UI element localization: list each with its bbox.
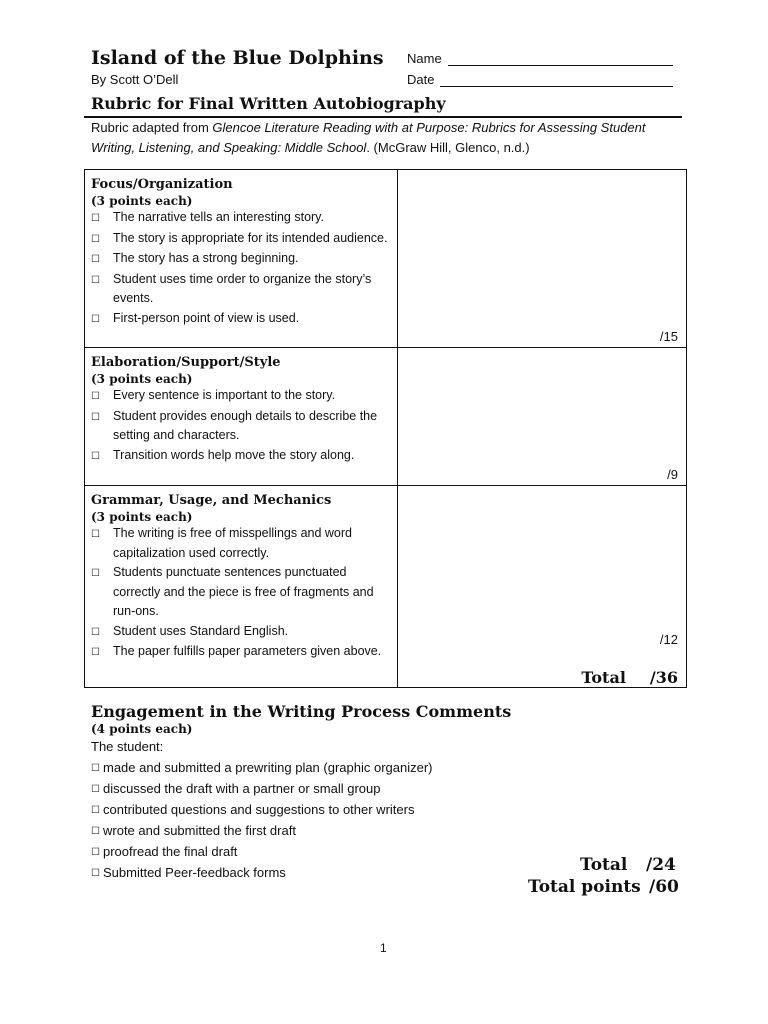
- criterion-item: ☐ Students punctuate sentences punctuated correctly and the piece is free of fragments and run-ons.: [91, 563, 391, 622]
- checkbox-icon[interactable]: ☐: [91, 450, 100, 462]
- checkbox-icon[interactable]: ☐: [91, 313, 100, 325]
- rubric-table: [84, 169, 687, 688]
- criterion-item: ☐ Student provides enough details to describe the setting and characters.: [91, 407, 391, 446]
- checkbox-icon[interactable]: ☐: [91, 868, 100, 879]
- subtotal: [581, 668, 678, 687]
- date-field[interactable]: [407, 72, 673, 87]
- criterion-item: ☐ The narrative tells an interesting story.: [91, 208, 391, 229]
- criteria-cell: [85, 486, 398, 688]
- score-cell[interactable]: [398, 486, 687, 688]
- engagement-item: ☐ contributed questions and suggestions to other writers: [91, 800, 433, 821]
- checkbox-icon[interactable]: ☐: [91, 763, 100, 774]
- engagement-title: Engagement in the Writing Process Comments: [91, 702, 512, 721]
- score-cell[interactable]: [398, 348, 687, 486]
- criterion-item: ☐ The story has a strong beginning.: [91, 249, 391, 270]
- checkbox-icon[interactable]: ☐: [91, 254, 100, 265]
- section-points: (3 points each): [91, 372, 193, 386]
- engagement-item: ☐ proofread the final draft: [91, 842, 433, 863]
- criterion-item: ☐ The writing is free of misspellings and word capitalization used correctly.: [91, 524, 391, 563]
- checkbox-icon[interactable]: ☐: [91, 274, 100, 286]
- engagement-total-label: Total: [580, 855, 628, 875]
- checkbox-icon[interactable]: ☐: [91, 647, 100, 658]
- rubric-heading: Rubric for Final Written Autobiography: [91, 94, 446, 113]
- checkbox-icon[interactable]: ☐: [91, 213, 100, 224]
- checkbox-icon[interactable]: ☐: [91, 784, 100, 795]
- criterion-item: ☐ First-person point of view is used.: [91, 309, 391, 330]
- citation-source-title: Glencoe Literature Reading with at Purpose: Rubrics for Assessing Student Writing, Listening, and Speaking: Middle School: [91, 120, 646, 155]
- criterion-item: ☐ Transition words help move the story along.: [91, 446, 391, 467]
- date-blank-line[interactable]: [440, 73, 673, 87]
- engagement-item: ☐ Submitted Peer-feedback forms: [91, 863, 433, 884]
- checkbox-icon[interactable]: ☐: [91, 847, 100, 858]
- engagement-total-value: /24: [646, 855, 676, 875]
- section-points: (3 points each): [91, 194, 193, 208]
- engagement-points: (4 points each): [91, 722, 193, 736]
- page-number: 1: [380, 941, 387, 955]
- grand-total-value: /60: [649, 877, 679, 897]
- citation-prefix: Rubric adapted from: [91, 120, 213, 135]
- section-points: (3 points each): [91, 510, 193, 524]
- criterion-item: ☐ The story is appropriate for its intended audience.: [91, 229, 391, 250]
- engagement-item: ☐ discussed the draft with a partner or small group: [91, 779, 433, 800]
- section-title: Grammar, Usage, and Mechanics: [91, 493, 332, 508]
- citation: [91, 118, 681, 157]
- subtotal-label: Total: [581, 668, 626, 687]
- rubric-row-elaboration-support-style: [85, 348, 687, 486]
- rubric-row-grammar-usage-mechanics: [85, 486, 687, 688]
- score-value: /15: [659, 329, 678, 344]
- criterion-item: ☐ Student uses time order to organize the story’s events.: [91, 270, 391, 309]
- subtotal-value: /36: [649, 668, 678, 687]
- criterion-item: ☐ Student uses Standard English.: [91, 622, 391, 643]
- criterion-item: ☐ Every sentence is important to the story.: [91, 386, 391, 407]
- engagement-item: ☐ wrote and submitted the first draft: [91, 821, 433, 842]
- engagement-intro: The student:: [91, 739, 164, 754]
- checkbox-icon[interactable]: ☐: [91, 805, 100, 816]
- engagement-list: [91, 758, 433, 884]
- criteria-cell: [85, 348, 398, 486]
- checkbox-icon[interactable]: ☐: [91, 568, 100, 579]
- rubric-row-focus-organization: [85, 170, 687, 348]
- checkbox-icon[interactable]: ☐: [91, 626, 100, 638]
- engagement-item: ☐ made and submitted a prewriting plan (graphic organizer): [91, 758, 433, 779]
- grand-total-label: Total points: [528, 877, 641, 897]
- score-value: /12: [659, 632, 678, 647]
- checkbox-icon[interactable]: ☐: [91, 233, 100, 245]
- date-label: Date: [407, 72, 435, 87]
- checkbox-icon[interactable]: ☐: [91, 411, 100, 423]
- criteria-cell: [85, 170, 398, 348]
- name-field[interactable]: [407, 51, 673, 66]
- checkbox-icon[interactable]: ☐: [91, 826, 100, 837]
- checkbox-icon[interactable]: ☐: [91, 529, 100, 540]
- name-blank-line[interactable]: [448, 52, 673, 66]
- name-label: Name: [407, 51, 442, 66]
- score-cell[interactable]: [398, 170, 687, 348]
- score-value: /9: [667, 467, 678, 482]
- document-title: Island of the Blue Dolphins: [91, 47, 384, 69]
- section-title: Elaboration/Support/Style: [91, 355, 281, 370]
- criterion-item: ☐ The paper fulfills paper parameters given above.: [91, 642, 391, 663]
- citation-suffix: . (McGraw Hill, Glenco, n.d.): [366, 139, 530, 155]
- checkbox-icon[interactable]: ☐: [91, 391, 100, 402]
- author-line: By Scott O’Dell: [91, 72, 179, 87]
- section-title: Focus/Organization: [91, 177, 233, 192]
